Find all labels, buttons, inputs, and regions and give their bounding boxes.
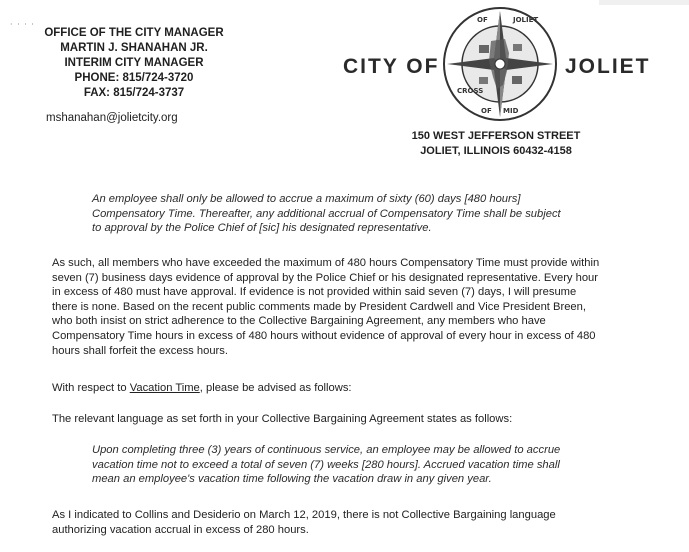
fax-number: FAX: 815/724-3737 xyxy=(83,87,185,99)
email-address: mshanahan@jolietcity.org xyxy=(46,112,178,124)
city-seal-logo xyxy=(441,5,559,123)
vacation-time-term: Vacation Time xyxy=(129,382,200,394)
quote-line: Compensatory Time. Thereafter, any additional accrual of Compensatory Time shall be subject xyxy=(92,207,561,220)
quote-line: Upon completing three (3) years of continuous service, an employee may be allowed to accrue xyxy=(92,444,561,456)
paragraph-relevant-language: The relevant language as set forth in your Collective Bargaining Agreement states as follows: xyxy=(52,413,513,425)
quote-line: vacation time not to exceed a total of seven (7) weeks [280 hours]. Accrued vacation time shall xyxy=(92,458,560,471)
joliet-label: JOLIET xyxy=(565,55,651,78)
manager-name: MARTIN J. SHANAHAN JR. xyxy=(60,42,208,54)
text-line: who both insist on strict adherence to the Collective Bargaining Agreement, any members who have xyxy=(52,315,546,328)
phone-number: PHONE: 815/724-3720 xyxy=(74,72,194,84)
text-line: As such, all members who have exceeded the maximum of 480 hours Compensatory Time must provide within xyxy=(52,257,600,269)
city-of-label: CITY OF xyxy=(343,55,440,78)
text-line: As I indicated to Collins and Desiderio on March 12, 2019, there is not Collective Bargaining language xyxy=(52,509,556,521)
text-line: seven (7) business days evidence of approval by the Police Chief or his designated representative. Every hour xyxy=(52,271,599,284)
scan-mark: · · · · xyxy=(10,20,35,29)
seal-ring-text: CITY OF JOLIET ILLINOIS · CROSSROADS OF MID-AMERICA xyxy=(500,123,529,124)
sender-block xyxy=(34,26,234,126)
scan-artifact xyxy=(599,0,689,5)
text-line: hours shall forfeit the excess hours. xyxy=(52,344,228,357)
address-street: 150 WEST JEFFERSON STREET xyxy=(411,130,581,142)
text-prefix: With respect to xyxy=(52,382,130,394)
quote-line: mean an employee's vacation time following the vacation draw in any given year. xyxy=(92,473,492,486)
mailing-address xyxy=(406,129,586,159)
text-line: there is none. Based on the recent public comments made by President Cardwell and Vice President Breen, xyxy=(52,300,586,313)
contract-quote-comp-time xyxy=(92,192,592,236)
paragraph-vacation-intro xyxy=(52,381,618,396)
contract-quote-vacation xyxy=(92,443,592,487)
office-name: OFFICE OF THE CITY MANAGER xyxy=(44,27,224,39)
address-city: JOLIET, ILLINOIS 60432-4158 xyxy=(420,145,572,157)
quote-line: An employee shall only be allowed to accrue a maximum of sixty (60) days [480 hours] xyxy=(92,193,521,205)
text-line: in excess of 480 must have approval. If evidence is not provided within said seven (7) days, I will presume xyxy=(52,286,577,299)
text-suffix: , please be advised as follows: xyxy=(199,382,352,394)
quote-line: to approval by the Police Chief of [sic] his designated representative. xyxy=(92,222,432,235)
paragraph-comp-time xyxy=(52,256,618,358)
text-line: Compensatory Time hours in excess of 480 hours without evidence of approval of every hour in excess of 480 xyxy=(52,329,596,342)
text-line: authorizing vacation accrual in excess of 280 hours. xyxy=(52,523,309,536)
paragraph-collins-desiderio xyxy=(52,508,618,537)
svg-text:OFJOLIET CROSSOFMID: OF JOLIET CROSS OF MID xyxy=(457,16,539,115)
manager-title: INTERIM CITY MANAGER xyxy=(64,57,204,69)
